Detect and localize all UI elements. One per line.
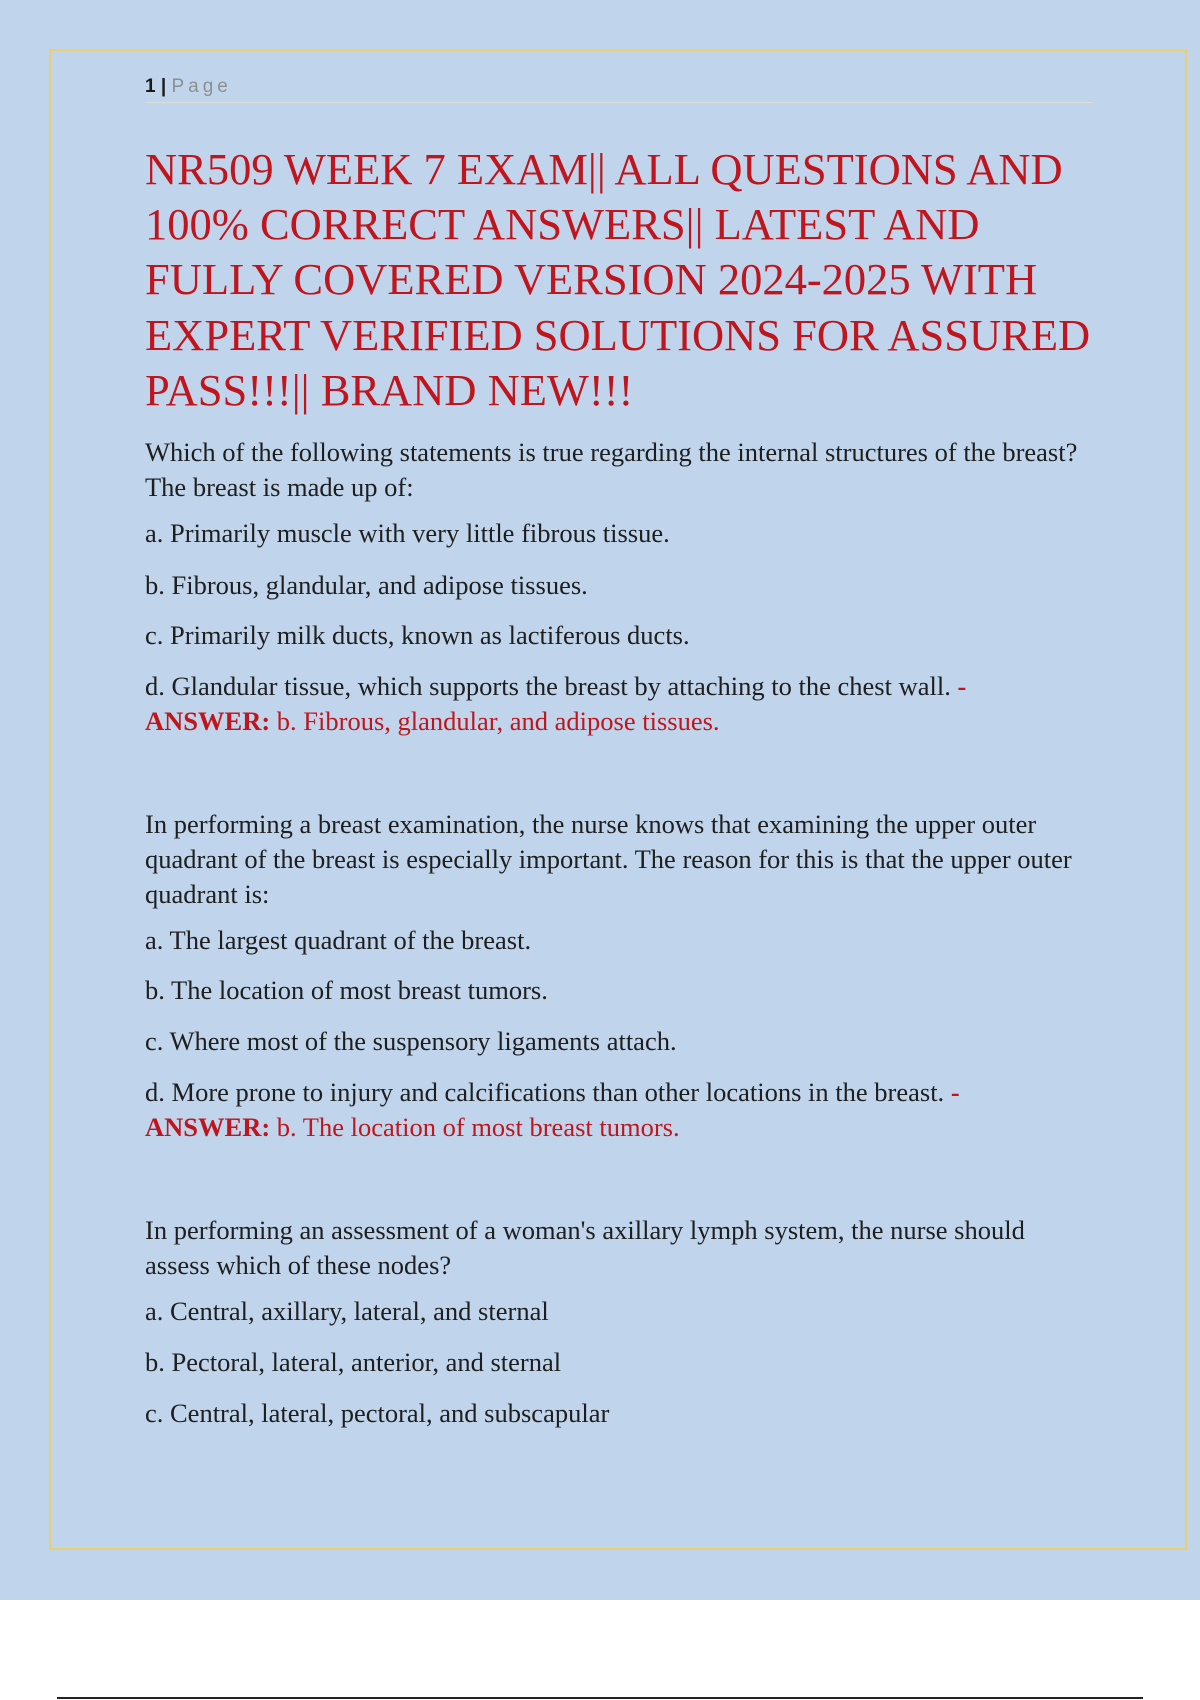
option-d xyxy=(145,669,1095,739)
page-label: Page xyxy=(171,76,232,97)
question-1 xyxy=(145,435,1095,739)
question-3 xyxy=(145,1213,1095,1431)
page-number: 1 xyxy=(145,76,156,97)
option-c: c. Primarily milk ducts, known as lactiferous ducts. xyxy=(145,620,690,650)
page-separator: | xyxy=(160,76,167,97)
option-text: d. Glandular tissue, which supports the breast by attaching to the chest wall. xyxy=(145,671,951,701)
option-c: c. Where most of the suspensory ligaments attach. xyxy=(145,1026,677,1056)
answer-dash: - xyxy=(957,671,967,701)
answer-text: b. The location of most breast tumors. xyxy=(276,1112,680,1142)
bottom-divider xyxy=(57,1697,1143,1699)
option-c: c. Central, lateral, pectoral, and subscapular xyxy=(145,1398,610,1428)
option-b: b. Pectoral, lateral, anterior, and sternal xyxy=(145,1347,562,1377)
question-2 xyxy=(145,807,1095,1145)
document-title: NR509 WEEK 7 EXAM|| ALL QUESTIONS AND 100% CORRECT ANSWERS|| LATEST AND FULLY COVERED VERSION 2024-2025 WITH EXPERT VERIFIED SOLUTIONS FOR ASSURED PASS!!!|| BRAND NEW!!! xyxy=(145,144,1091,415)
answer-label: ANSWER: xyxy=(145,706,271,736)
option-text: d. More prone to injury and calcifications than other locations in the breast. xyxy=(145,1077,945,1107)
question-text: In performing an assessment of a woman's axillary lymph system, the nurse should assess which of these nodes? xyxy=(145,1215,1025,1280)
answer-dash: - xyxy=(950,1077,960,1107)
option-b: b. Fibrous, glandular, and adipose tissues. xyxy=(145,570,588,600)
option-a: a. Central, axillary, lateral, and sternal xyxy=(145,1296,549,1326)
answer-label: ANSWER: xyxy=(145,1112,271,1142)
option-d xyxy=(145,1075,1095,1145)
option-a: a. Primarily muscle with very little fibrous tissue. xyxy=(145,518,670,548)
option-a: a. The largest quadrant of the breast. xyxy=(145,925,532,955)
option-b: b. The location of most breast tumors. xyxy=(145,975,548,1005)
page-header xyxy=(145,74,1093,103)
question-text: Which of the following statements is true regarding the internal structures of the breast? The breast is made up of: xyxy=(145,437,1078,502)
question-text: In performing a breast examination, the nurse knows that examining the upper outer quadrant of the breast is especially important. The reason for this is that the upper outer quadrant is: xyxy=(145,809,1072,909)
question-list xyxy=(145,435,1095,1431)
answer-text: b. Fibrous, glandular, and adipose tissues. xyxy=(276,706,720,736)
